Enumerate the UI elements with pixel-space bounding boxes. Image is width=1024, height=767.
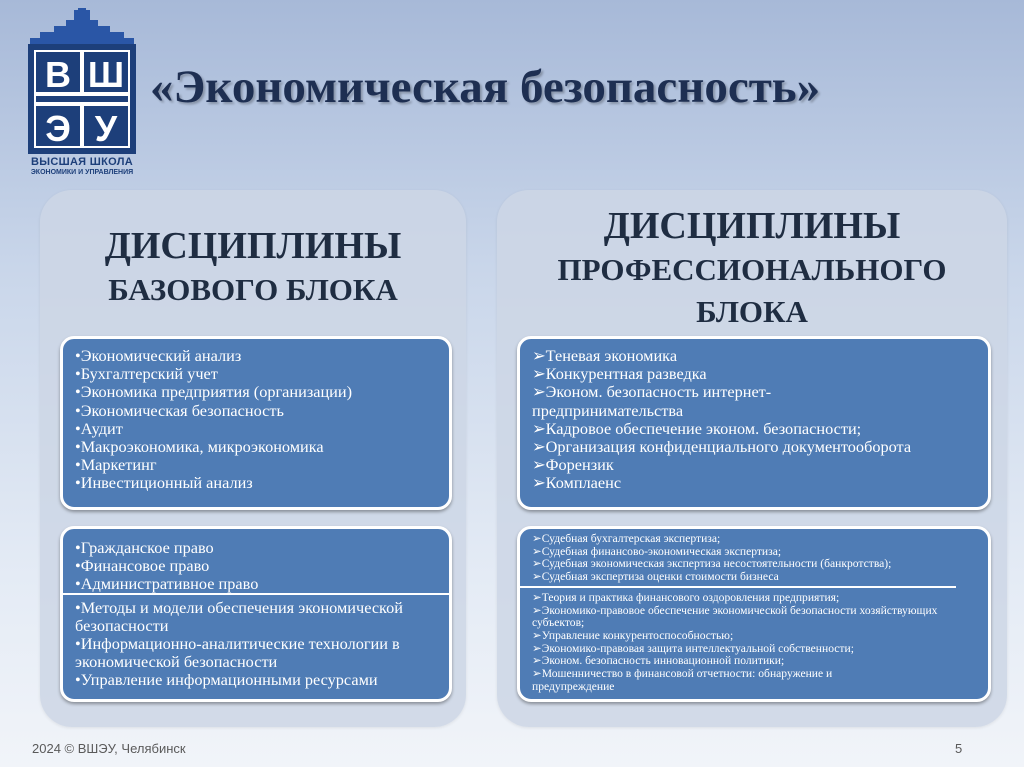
list-item: ➢Теневая экономика xyxy=(532,346,678,365)
list-item: ➢Экономико-правовое обеспечение экономической безопасности хозяйствующих субъектов; xyxy=(532,603,938,630)
list-item: •Гражданское право xyxy=(75,538,214,557)
list-item: •Бухгалтерский учет xyxy=(75,364,218,384)
list-item: •Маркетинг xyxy=(75,455,157,475)
list-item: ➢Организация конфиденциального документооборота xyxy=(532,437,912,457)
svg-text:Э: Э xyxy=(45,108,71,149)
professional-forensics-box xyxy=(517,526,991,702)
divider xyxy=(520,586,956,588)
svg-text:Ш: Ш xyxy=(87,54,125,95)
list-item: ➢Комплаенс xyxy=(532,473,622,493)
basic-law-box xyxy=(60,526,452,702)
list-item: ➢Мошенничество в финансовой отчетности: обнаружение и предупреждение xyxy=(532,667,833,693)
logo-line2: ЭКОНОМИКИ И УПРАВЛЕНИЯ xyxy=(30,169,134,176)
page-number: 5 xyxy=(955,741,963,756)
divider xyxy=(63,593,449,595)
professional-disciplines-box xyxy=(517,336,991,510)
list-item: •Макроэкономика, микроэкономика xyxy=(75,437,324,457)
basic-block-panel xyxy=(40,190,466,727)
list-item: •Экономический анализ xyxy=(75,346,242,365)
prof-heading-line1: ДИСЦИПЛИНЫ xyxy=(603,205,901,247)
prof-heading-line3: БЛОКА xyxy=(696,294,808,329)
basic-disciplines-box xyxy=(60,336,452,510)
svg-text:В: В xyxy=(45,54,71,95)
list-item: •Аудит xyxy=(75,418,123,438)
list-item: ➢Эконом. безопасность инновационной политики; xyxy=(532,654,785,668)
list-item: •Методы и модели обеспечения экономической безопасности xyxy=(75,598,403,636)
list-item: ➢Теория и практика финансового оздоровления предприятия; xyxy=(532,590,840,604)
list-item: •Инвестиционный анализ xyxy=(75,473,253,493)
list-item: •Административное право xyxy=(75,573,259,593)
professional-block-panel xyxy=(497,190,1007,727)
list-item: •Финансовое право xyxy=(75,555,210,575)
svg-text:У: У xyxy=(94,108,118,149)
prof-heading-line2: ПРОФЕССИОНАЛЬНОГО xyxy=(557,252,947,287)
list-item: ➢Управление конкурентоспособностью; xyxy=(532,628,734,642)
list-item: •Экономика предприятия (организации) xyxy=(75,382,353,402)
basic-heading-line1: ДИСЦИПЛИНЫ xyxy=(104,225,402,267)
list-item: ➢Эконом. безопасность интернет-предпринимательства xyxy=(532,382,772,420)
list-item: ➢Судебная финансово-экономическая экспертиза; xyxy=(532,544,782,558)
list-item: •Информационно-аналитические технологии в экономической безопасности xyxy=(75,633,400,671)
logo-line1: ВЫСШАЯ ШКОЛА xyxy=(31,156,133,168)
list-item: ➢Кадровое обеспечение эконом. безопасности; xyxy=(532,418,862,438)
footer-text: 2024 © ВШЭУ, Челябинск xyxy=(32,741,186,756)
page-title: «Экономическая безопасность» xyxy=(150,61,821,113)
list-item: •Экономическая безопасность xyxy=(75,400,284,420)
list-item: ➢Экономико-правовая защита интеллектуальной собственности; xyxy=(532,641,854,655)
list-item: ➢Конкурентная разведка xyxy=(532,364,707,384)
list-item: ➢Судебная экономическая экспертиза несостоятельности (банкротства); xyxy=(532,557,892,571)
list-item: ➢Судебная экспертиза оценки стоимости бизнеса xyxy=(532,570,779,584)
list-item: ➢Судебная бухгалтерская экспертиза; xyxy=(532,532,721,545)
list-item: ➢Форензик xyxy=(532,455,614,475)
basic-heading-line2: БАЗОВОГО БЛОКА xyxy=(108,272,398,307)
list-item: •Управление информационными ресурсами xyxy=(75,669,378,689)
